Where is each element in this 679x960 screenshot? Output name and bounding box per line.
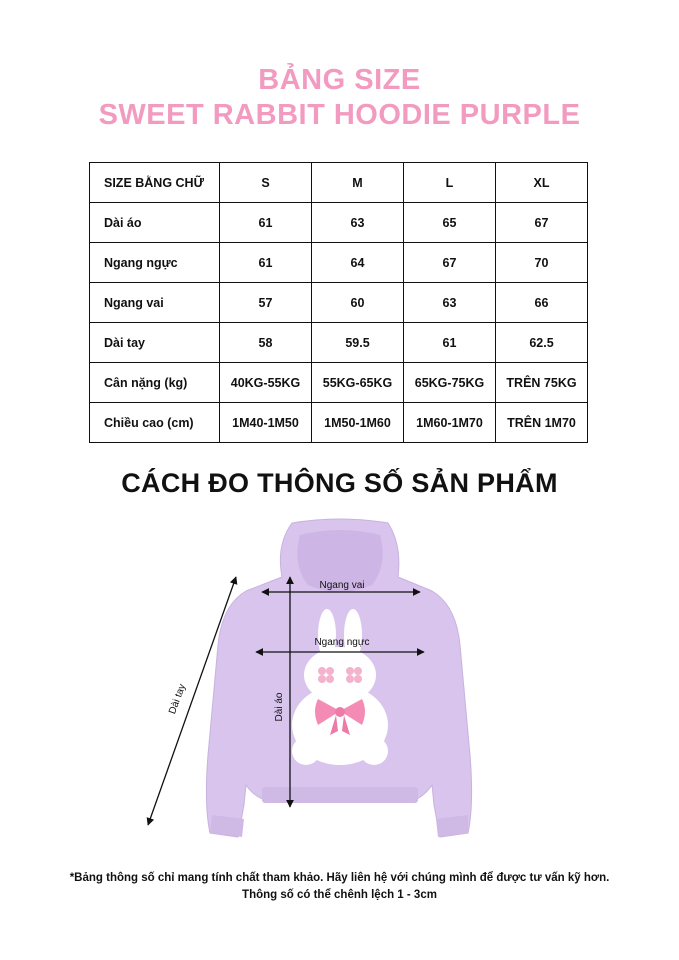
disclaimer-line-2: Thông số có thể chênh lệch 1 - 3cm <box>242 889 437 901</box>
header-cell: XL <box>496 163 588 203</box>
table-cell: 55KG-65KG <box>312 363 404 403</box>
table-header-row <box>90 163 588 203</box>
header-cell: L <box>404 163 496 203</box>
table-row <box>90 363 588 403</box>
label-chest: Ngang ngực <box>314 637 370 648</box>
table-cell: 1M50-1M60 <box>312 403 404 443</box>
table-row <box>90 203 588 243</box>
table-cell: 63 <box>404 283 496 323</box>
table-cell: 61 <box>220 243 312 283</box>
row-label: Cân nặng (kg) <box>90 363 220 403</box>
table-cell: 1M60-1M70 <box>404 403 496 443</box>
title-line-1: BẢNG SIZE <box>258 64 421 96</box>
title-line-2: SWEET RABBIT HOODIE PURPLE <box>98 99 581 131</box>
table-cell: 59.5 <box>312 323 404 363</box>
label-sleeve: Dài tay <box>167 682 189 716</box>
table-cell: 61 <box>220 203 312 243</box>
table-row <box>90 323 588 363</box>
table-cell: 63 <box>312 203 404 243</box>
table-cell: 40KG-55KG <box>220 363 312 403</box>
hoodie-illustration <box>206 519 471 837</box>
row-label: Dài tay <box>90 323 220 363</box>
table-cell: 57 <box>220 283 312 323</box>
table-cell: 60 <box>312 283 404 323</box>
label-shoulder: Ngang vai <box>319 580 365 591</box>
size-table <box>89 162 588 443</box>
table-row <box>90 403 588 443</box>
measure-title: CÁCH ĐO THÔNG SỐ SẢN PHẨM <box>121 468 558 498</box>
table-cell: 67 <box>496 203 588 243</box>
hem-band <box>262 787 418 803</box>
table-cell: 58 <box>220 323 312 363</box>
table-cell: TRÊN 1M70 <box>496 403 588 443</box>
label-length: Dài áo <box>274 692 285 722</box>
table-row <box>90 243 588 283</box>
table-cell: 67 <box>404 243 496 283</box>
table-cell: TRÊN 75KG <box>496 363 588 403</box>
table-row <box>90 283 588 323</box>
disclaimer-line-1: *Bảng thông số chỉ mang tính chất tham khảo. Hãy liên hệ với chúng mình để được tư vấn kỹ hơn. <box>69 872 610 884</box>
header-cell: SIZE BẰNG CHỮ <box>90 163 220 203</box>
table-cell: 65 <box>404 203 496 243</box>
table-cell: 64 <box>312 243 404 283</box>
header-cell: S <box>220 163 312 203</box>
row-label: Ngang ngực <box>90 243 220 283</box>
header-cell: M <box>312 163 404 203</box>
hoodie-measurement-diagram <box>0 515 679 855</box>
row-label: Dài áo <box>90 203 220 243</box>
table-cell: 65KG-75KG <box>404 363 496 403</box>
table-cell: 62.5 <box>496 323 588 363</box>
row-label: Chiều cao (cm) <box>90 403 220 443</box>
table-cell: 70 <box>496 243 588 283</box>
row-label: Ngang vai <box>90 283 220 323</box>
table-cell: 61 <box>404 323 496 363</box>
table-cell: 66 <box>496 283 588 323</box>
table-cell: 1M40-1M50 <box>220 403 312 443</box>
